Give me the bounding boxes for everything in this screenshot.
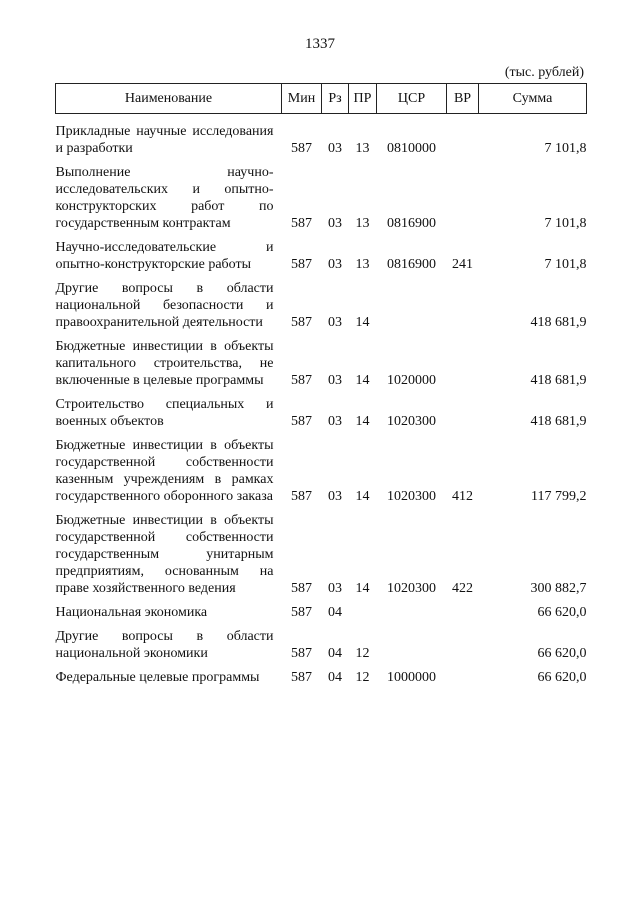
table-row	[56, 430, 587, 505]
row-name: Федеральные целевые программы	[55, 670, 260, 685]
row-pr: 14	[355, 489, 370, 504]
row-pr: 12	[355, 646, 370, 661]
row-csr: 0816900	[387, 216, 436, 231]
row-vr: 412	[452, 489, 473, 504]
row-amount: 7 101,8	[544, 141, 587, 156]
row-csr	[377, 597, 447, 621]
page-number: 1337	[305, 36, 335, 52]
column-header-csr: ЦСР	[377, 84, 447, 114]
row-vr: 422	[452, 581, 473, 596]
row-min: 587	[291, 646, 312, 661]
row-name: Строительство специальных и военных объектов	[55, 397, 274, 429]
row-vr	[447, 273, 479, 331]
row-csr: 1000000	[387, 670, 436, 685]
row-name: Национальная экономика	[55, 605, 208, 620]
row-amount: 117 799,2	[531, 489, 587, 504]
row-min: 587	[291, 216, 312, 231]
column-header-min: Мин	[282, 84, 322, 114]
row-csr	[377, 273, 447, 331]
row-csr: 1020300	[387, 414, 436, 429]
row-rz: 04	[328, 646, 342, 661]
table-row	[56, 597, 587, 621]
table-row	[56, 505, 587, 597]
row-csr: 0816900	[387, 257, 436, 272]
row-rz: 03	[328, 489, 342, 504]
table-row	[56, 114, 587, 158]
table-header-row	[56, 84, 587, 114]
row-min: 587	[291, 141, 312, 156]
table-row	[56, 621, 587, 662]
row-pr: 13	[355, 141, 370, 156]
column-header-pr: ПР	[349, 84, 377, 114]
row-vr	[447, 331, 479, 389]
table-row	[56, 331, 587, 389]
row-rz: 03	[328, 581, 342, 596]
row-min: 587	[291, 670, 312, 685]
row-min: 587	[291, 489, 312, 504]
row-rz: 03	[328, 216, 342, 231]
row-pr: 14	[355, 373, 370, 388]
row-pr: 13	[355, 216, 370, 231]
row-vr	[447, 621, 479, 662]
row-csr	[377, 621, 447, 662]
units-label: (тыс. рублей)	[504, 65, 584, 80]
row-vr	[447, 662, 479, 686]
row-pr: 12	[355, 670, 370, 685]
row-pr	[349, 597, 377, 621]
row-amount: 66 620,0	[537, 646, 587, 661]
row-name: Научно-исследовательские и опытно-конструкторские работы	[55, 240, 274, 272]
column-header-name: Наименование	[56, 84, 282, 114]
row-pr: 14	[355, 414, 370, 429]
row-amount: 418 681,9	[530, 414, 587, 429]
row-rz: 03	[328, 315, 342, 330]
table-row	[56, 157, 587, 232]
row-rz: 04	[328, 605, 342, 620]
row-min: 587	[291, 581, 312, 596]
row-rz: 03	[328, 414, 342, 429]
row-name: Бюджетные инвестиции в объекты капитального строительства, не включенные в целевые программы	[55, 339, 274, 388]
table-row	[56, 273, 587, 331]
row-vr	[447, 389, 479, 430]
budget-table	[55, 83, 587, 686]
table-row	[56, 232, 587, 273]
row-rz: 04	[328, 670, 342, 685]
row-rz: 03	[328, 257, 342, 272]
column-header-vr: ВР	[447, 84, 479, 114]
row-min: 587	[291, 373, 312, 388]
row-name: Другие вопросы в области национальной экономики	[55, 629, 274, 661]
row-name: Бюджетные инвестиции в объекты государственной собственности казенным учреждениям в рамках государственного оборонного заказа	[55, 438, 274, 504]
row-name: Выполнение научно-исследовательских и опытно-конструкторских работ по государственным контрактам	[55, 165, 274, 231]
row-min: 587	[291, 605, 312, 620]
table-row	[56, 662, 587, 686]
row-amount: 418 681,9	[530, 315, 587, 330]
row-name: Другие вопросы в области национальной безопасности и правоохранительной деятельности	[55, 281, 274, 330]
row-pr: 13	[355, 257, 370, 272]
row-vr	[447, 597, 479, 621]
row-pr: 14	[355, 315, 370, 330]
column-header-amount: Сумма	[479, 84, 587, 114]
row-amount: 66 620,0	[537, 605, 587, 620]
row-name: Прикладные научные исследования и разработки	[55, 124, 274, 156]
row-vr: 241	[452, 257, 473, 272]
row-amount: 7 101,8	[544, 216, 587, 231]
row-csr: 1020300	[387, 581, 436, 596]
row-rz: 03	[328, 141, 342, 156]
row-min: 587	[291, 315, 312, 330]
row-amount: 300 882,7	[530, 581, 587, 596]
column-header-rz: Рз	[322, 84, 349, 114]
row-csr: 1020000	[387, 373, 436, 388]
row-min: 587	[291, 414, 312, 429]
row-csr: 1020300	[387, 489, 436, 504]
row-vr	[447, 114, 479, 158]
row-min: 587	[291, 257, 312, 272]
row-amount: 7 101,8	[544, 257, 587, 272]
row-pr: 14	[355, 581, 370, 596]
table-row	[56, 389, 587, 430]
row-amount: 418 681,9	[530, 373, 587, 388]
row-amount: 66 620,0	[537, 670, 587, 685]
row-rz: 03	[328, 373, 342, 388]
row-vr	[447, 157, 479, 232]
row-name: Бюджетные инвестиции в объекты государственной собственности государственным унитарным предприятиям, основанным на праве хозяйственного ведения	[55, 513, 274, 596]
row-csr: 0810000	[387, 141, 436, 156]
